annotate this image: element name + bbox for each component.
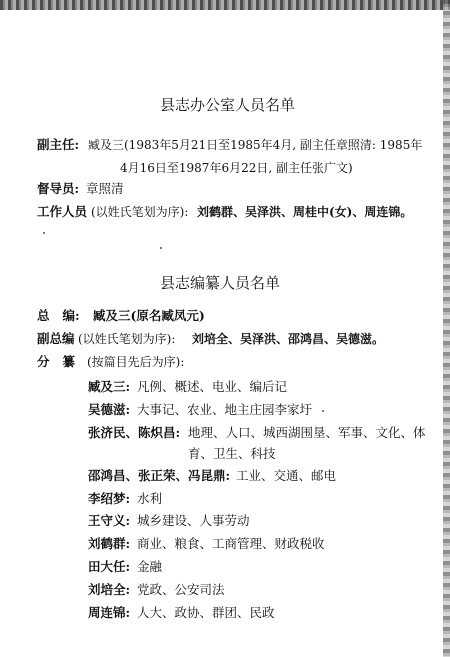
entry-name: 刘培全: bbox=[88, 582, 131, 597]
entry-duties: 地理、人口、城西湖围垦、军事、文化、体 bbox=[188, 425, 426, 440]
entry-duties: 金融 bbox=[137, 559, 163, 574]
supervisor-label: 督导员: bbox=[37, 181, 80, 196]
deputy-editor-note: (以姓氏笔划为序): bbox=[78, 332, 176, 346]
entry-name: 李绍梦: bbox=[88, 491, 131, 506]
chief-editor-value: 臧及三(原名臧凤元) bbox=[93, 308, 205, 323]
entry-name: 刘鹤群: bbox=[88, 536, 131, 551]
scan-edge-right bbox=[443, 0, 450, 657]
staff-note: (以姓氏笔划为序): bbox=[91, 205, 189, 219]
entry-name: 邵鸿昌、张正荣、冯昆鼎: bbox=[88, 468, 231, 483]
scan-speck bbox=[160, 247, 162, 249]
entry-duties: 党政、公安司法 bbox=[137, 582, 225, 597]
entry-duties-continued: 育、卫生、科技 bbox=[188, 446, 276, 461]
entry-name: 张济民、陈炽昌: bbox=[88, 425, 181, 440]
scan-speck bbox=[43, 232, 45, 234]
chief-editor-label: 总 编: bbox=[37, 308, 80, 323]
deputy-editor-value: 刘培全、吴泽洪、邵鸿昌、吴德滋。 bbox=[192, 332, 385, 346]
entry-duties: 水利 bbox=[137, 491, 163, 506]
entry-duties: 凡例、概述、电业、编后记 bbox=[137, 379, 288, 394]
scan-edge-top bbox=[0, 0, 450, 10]
staff-label: 工作人员 bbox=[37, 204, 88, 219]
deputy-director-label: 副主任: bbox=[37, 137, 80, 152]
section1-title: 县志办公室人员名单 bbox=[160, 96, 296, 114]
deputy-director-line2: 4月16日至1987年6月22日, 副主任张广文) bbox=[120, 161, 353, 175]
entry-name: 周连锦: bbox=[88, 605, 131, 620]
section2-title: 县志编纂人员名单 bbox=[160, 274, 281, 292]
entry-duties: 人大、政协、群团、民政 bbox=[137, 605, 275, 620]
entry-duties: 大事记、农业、地主庄园李家圩 bbox=[137, 402, 313, 417]
entry-name: 吴德滋: bbox=[88, 402, 131, 417]
compilers-note: (按篇目先后为序): bbox=[87, 355, 185, 369]
entry-duties: 商业、粮食、工商管理、财政税收 bbox=[137, 536, 325, 551]
deputy-director-line1: 臧及三(1983年5月21日至1985年4月, 副主任章照清: 1985年 bbox=[88, 138, 423, 152]
entry-name: 田大任: bbox=[88, 559, 131, 574]
scan-speck bbox=[322, 410, 324, 412]
entry-duties: 城乡建设、人事劳动 bbox=[137, 513, 250, 528]
supervisor-value: 章照清 bbox=[86, 181, 124, 196]
staff-value: 刘鹤群、吴泽洪、周桂中(女)、周连锦。 bbox=[197, 205, 413, 219]
compilers-label: 分 纂 bbox=[37, 354, 76, 369]
entry-duties: 工业、交通、邮电 bbox=[236, 468, 337, 483]
entry-name: 臧及三: bbox=[88, 379, 131, 394]
deputy-editor-label: 副总编 bbox=[37, 331, 75, 346]
entry-name: 王守义: bbox=[88, 513, 131, 528]
